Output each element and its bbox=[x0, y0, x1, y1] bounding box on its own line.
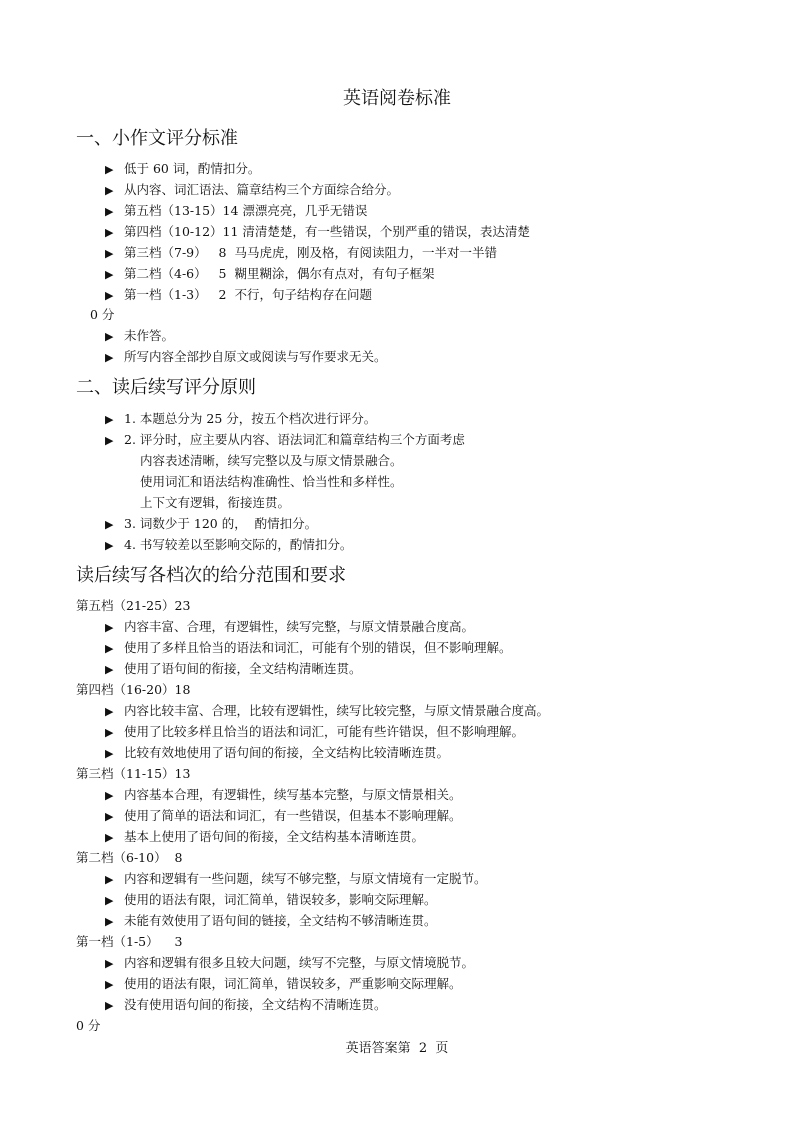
arrow-bullet-icon: ▶ bbox=[105, 184, 114, 197]
list-item: ▶ 1. 本题总分为 25 分，按五个档次进行评分。 bbox=[105, 411, 377, 426]
arrow-bullet-icon: ▶ bbox=[105, 663, 114, 676]
page-title: 英语阅卷标准 bbox=[343, 88, 451, 109]
tier-label: 第二档（6-10） 8 bbox=[76, 850, 183, 865]
arrow-bullet-icon: ▶ bbox=[105, 642, 114, 655]
arrow-bullet-icon: ▶ bbox=[105, 915, 114, 928]
arrow-bullet-icon: ▶ bbox=[105, 957, 114, 970]
arrow-bullet-icon: ▶ bbox=[105, 434, 114, 447]
list-item: ▶ 使用了比较多样且恰当的语法和词汇，可能有些许错误，但不影响理解。 bbox=[105, 724, 525, 739]
arrow-bullet-icon: ▶ bbox=[105, 978, 114, 991]
arrow-bullet-icon: ▶ bbox=[105, 831, 114, 844]
arrow-bullet-icon: ▶ bbox=[105, 539, 114, 552]
sub-point: 内容表述清晰，续写完整以及与原文情景融合。 bbox=[140, 453, 403, 468]
section-heading-continuation: 二、读后续写评分原则 bbox=[76, 377, 256, 398]
list-item: ▶ 3. 词数少于 120 的， 酌情扣分。 bbox=[105, 516, 318, 531]
list-item: ▶ 内容丰富、合理，有逻辑性，续写完整，与原文情景融合度高。 bbox=[105, 619, 475, 634]
arrow-bullet-icon: ▶ bbox=[105, 726, 114, 739]
sub-point: 上下文有逻辑，衔接连贯。 bbox=[140, 495, 291, 510]
arrow-bullet-icon: ▶ bbox=[105, 413, 114, 426]
arrow-bullet-icon: ▶ bbox=[105, 747, 114, 760]
list-item: ▶ 2. 评分时，应主要从内容、语法词汇和篇章结构三个方面考虑 bbox=[105, 432, 465, 447]
list-item: ▶ 使用了多样且恰当的语法和词汇，可能有个别的错误，但不影响理解。 bbox=[105, 640, 512, 655]
arrow-bullet-icon: ▶ bbox=[105, 289, 114, 302]
arrow-bullet-icon: ▶ bbox=[105, 999, 114, 1012]
arrow-bullet-icon: ▶ bbox=[105, 226, 114, 239]
list-item: ▶ 4. 书写较差以至影响交际的，酌情扣分。 bbox=[105, 537, 353, 552]
arrow-bullet-icon: ▶ bbox=[105, 247, 114, 260]
arrow-bullet-icon: ▶ bbox=[105, 351, 114, 364]
tier-label: 第五档（21-25）23 bbox=[76, 598, 191, 613]
arrow-bullet-icon: ▶ bbox=[105, 810, 114, 823]
list-item: ▶ 所写内容全部抄自原文或阅读与写作要求无关。 bbox=[105, 349, 387, 364]
list-item: ▶ 使用了简单的语法和词汇，有一些错误，但基本不影响理解。 bbox=[105, 808, 462, 823]
zero-score-label: 0 分 bbox=[76, 1018, 101, 1033]
list-item: ▶ 内容比较丰富、合理，比较有逻辑性，续写比较完整，与原文情景融合度高。 bbox=[105, 703, 550, 718]
arrow-bullet-icon: ▶ bbox=[105, 163, 114, 176]
tier-label: 第三档（11-15）13 bbox=[76, 766, 191, 781]
list-item: ▶ 使用了语句间的衔接，全文结构清晰连贯。 bbox=[105, 661, 362, 676]
arrow-bullet-icon: ▶ bbox=[105, 789, 114, 802]
list-item: ▶ 内容和逻辑有一些问题，续写不够完整，与原文情境有一定脱节。 bbox=[105, 871, 487, 886]
tier-label: 第四档（16-20）18 bbox=[76, 682, 191, 697]
section-heading-tiers: 读后续写各档次的给分范围和要求 bbox=[76, 565, 346, 586]
section-heading-writing: 一、小作文评分标准 bbox=[76, 128, 238, 149]
list-item: ▶ 从内容、词汇语法、篇章结构三个方面综合给分。 bbox=[105, 182, 400, 197]
list-item: ▶ 未作答。 bbox=[105, 328, 175, 343]
arrow-bullet-icon: ▶ bbox=[105, 873, 114, 886]
list-item: ▶ 第一档（1-3） 2 不行，句子结构存在问题 bbox=[105, 287, 372, 302]
list-item: ▶ 第五档（13-15）14 漂漂亮亮，几乎无错误 bbox=[105, 203, 368, 218]
arrow-bullet-icon: ▶ bbox=[105, 894, 114, 907]
arrow-bullet-icon: ▶ bbox=[105, 205, 114, 218]
list-item: ▶ 第二档（4-6） 5 糊里糊涂，偶尔有点对，有句子框架 bbox=[105, 266, 435, 281]
tier-label: 第一档（1-5） 3 bbox=[76, 934, 183, 949]
arrow-bullet-icon: ▶ bbox=[105, 705, 114, 718]
zero-score-label: 0 分 bbox=[90, 307, 115, 322]
arrow-bullet-icon: ▶ bbox=[105, 330, 114, 343]
list-item: ▶ 基本上使用了语句间的衔接，全文结构基本清晰连贯。 bbox=[105, 829, 425, 844]
list-item: ▶ 第三档（7-9） 8 马马虎虎，刚及格，有阅读阻力，一半对一半错 bbox=[105, 245, 497, 260]
list-item: ▶ 使用的语法有限，词汇简单，错误较多，影响交际理解。 bbox=[105, 892, 437, 907]
list-item: ▶ 低于 60 词，酌情扣分。 bbox=[105, 161, 261, 176]
list-item: ▶ 没有使用语句间的衔接，全文结构不清晰连贯。 bbox=[105, 997, 387, 1012]
arrow-bullet-icon: ▶ bbox=[105, 621, 114, 634]
list-item: ▶ 内容和逻辑有很多且较大问题，续写不完整，与原文情境脱节。 bbox=[105, 955, 475, 970]
list-item: ▶ 内容基本合理，有逻辑性，续写基本完整，与原文情景相关。 bbox=[105, 787, 462, 802]
arrow-bullet-icon: ▶ bbox=[105, 518, 114, 531]
list-item: ▶ 第四档（10-12）11 清清楚楚，有一些错误，个别严重的错误，表达清楚 bbox=[105, 224, 530, 239]
page-footer: 英语答案第 2 页 bbox=[345, 1041, 449, 1056]
arrow-bullet-icon: ▶ bbox=[105, 268, 114, 281]
sub-point: 使用词汇和语法结构准确性、恰当性和多样性。 bbox=[140, 474, 403, 489]
list-item: ▶ 比较有效地使用了语句间的衔接，全文结构比较清晰连贯。 bbox=[105, 745, 450, 760]
list-item: ▶ 使用的语法有限，词汇简单，错误较多，严重影响交际理解。 bbox=[105, 976, 462, 991]
list-item: ▶ 未能有效使用了语句间的链接，全文结构不够清晰连贯。 bbox=[105, 913, 437, 928]
